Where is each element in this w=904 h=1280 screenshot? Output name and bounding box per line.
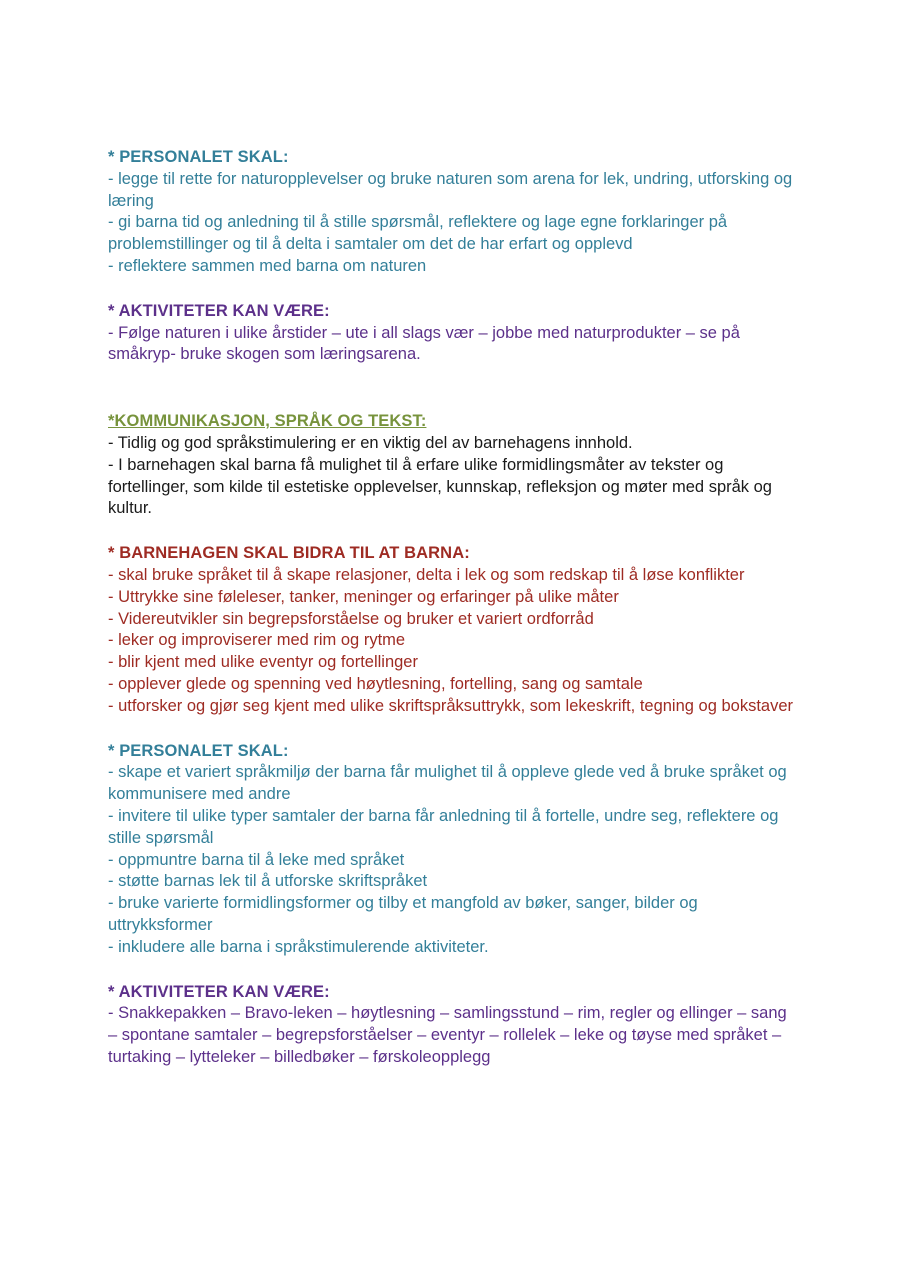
- bullet-line: - Videreutvikler sin begrepsforståelse og bruker et variert ordforråd: [108, 609, 594, 628]
- bullet-line: - invitere til ulike typer samtaler der barna får anledning til å fortelle, undre seg, reflektere og stille spørsmål: [108, 806, 779, 847]
- bullet-line: - I barnehagen skal barna få mulighet til å erfare ulike formidlingsmåter av tekster og fortellinger, som kilde til estetiske opplevelser, kunnskap, refleksjon og møter med språk og kultur.: [108, 455, 772, 518]
- bullet-line: - reflektere sammen med barna om naturen: [108, 256, 427, 275]
- bullet-line: - blir kjent med ulike eventyr og fortellinger: [108, 653, 418, 672]
- bullet-line: - Uttrykke sine føleleser, tanker, meninger og erfaringer på ulike måter: [108, 587, 619, 606]
- section-aktiviteter-natur: [108, 301, 798, 366]
- section-aktiviteter-sprak: [108, 982, 798, 1069]
- section-heading: * PERSONALET SKAL:: [108, 741, 289, 760]
- section-personalet-sprak: [108, 741, 798, 959]
- section-heading: * BARNEHAGEN SKAL BIDRA TIL AT BARNA:: [108, 544, 470, 563]
- bullet-line: - bruke varierte formidlingsformer og tilby et mangfold av bøker, sanger, bilder og uttrykksformer: [108, 894, 698, 934]
- bullet-line: - inkludere alle barna i språkstimulerende aktiviteter.: [108, 937, 489, 956]
- section-heading: *KOMMUNIKASJON, SPRÅK OG TEKST:: [108, 412, 427, 431]
- bullet-line: - legge til rette for naturopplevelser og bruke naturen som arena for lek, undring, utforsking og læring: [108, 169, 793, 210]
- section-barnehagen-skal-bidra: [108, 543, 798, 717]
- section-heading: * PERSONALET SKAL:: [108, 148, 289, 166]
- bullet-line: - skal bruke språket til å skape relasjoner, delta i lek og som redskap til å løse konflikter: [108, 565, 745, 584]
- bullet-line: - oppmuntre barna til å leke med språket: [108, 850, 405, 869]
- bullet-line: - støtte barnas lek til å utforske skriftspråket: [108, 872, 428, 891]
- section-personalet-natur: [108, 147, 798, 278]
- section-kommunikasjon-sprak-tekst: [108, 411, 798, 520]
- bullet-line: - skape et variert språkmiljø der barna får mulighet til å oppleve glede ved å bruke språket og kommunisere med andre: [108, 763, 787, 804]
- bullet-line: - utforsker og gjør seg kjent med ulike skriftspråksuttrykk, som lekeskrift, tegning og bokstaver: [108, 696, 794, 715]
- bullet-line: - gi barna tid og anledning til å stille spørsmål, reflektere og lage egne forklaringer på problemstillinger og til å delta i samtaler om det de har erfart og opplevd: [108, 213, 728, 254]
- section-heading: * AKTIVITETER KAN VÆRE:: [108, 982, 330, 1001]
- bullet-line: - Følge naturen i ulike årstider – ute i all slags vær – jobbe med naturprodukter – se på småkryp- bruke skogen som læringsarena.: [108, 323, 740, 364]
- bullet-line: - leker og improviserer med rim og rytme: [108, 631, 406, 650]
- section-heading: * AKTIVITETER KAN VÆRE:: [108, 301, 330, 320]
- bullet-line: - Snakkepakken – Bravo-leken – høytlesning – samlingsstund – rim, regler og ellinger – sang – spontane samtaler – begrepsforståelser – eventyr – rollelek – leke og tøyse med språket – turtaking – lytteleker – billedbøker – førskoleopplegg: [108, 1004, 787, 1066]
- bullet-line: - opplever glede og spenning ved høytlesning, fortelling, sang og samtale: [108, 674, 643, 693]
- bullet-line: - Tidlig og god språkstimulering er en viktig del av barnehagens innhold.: [108, 433, 633, 452]
